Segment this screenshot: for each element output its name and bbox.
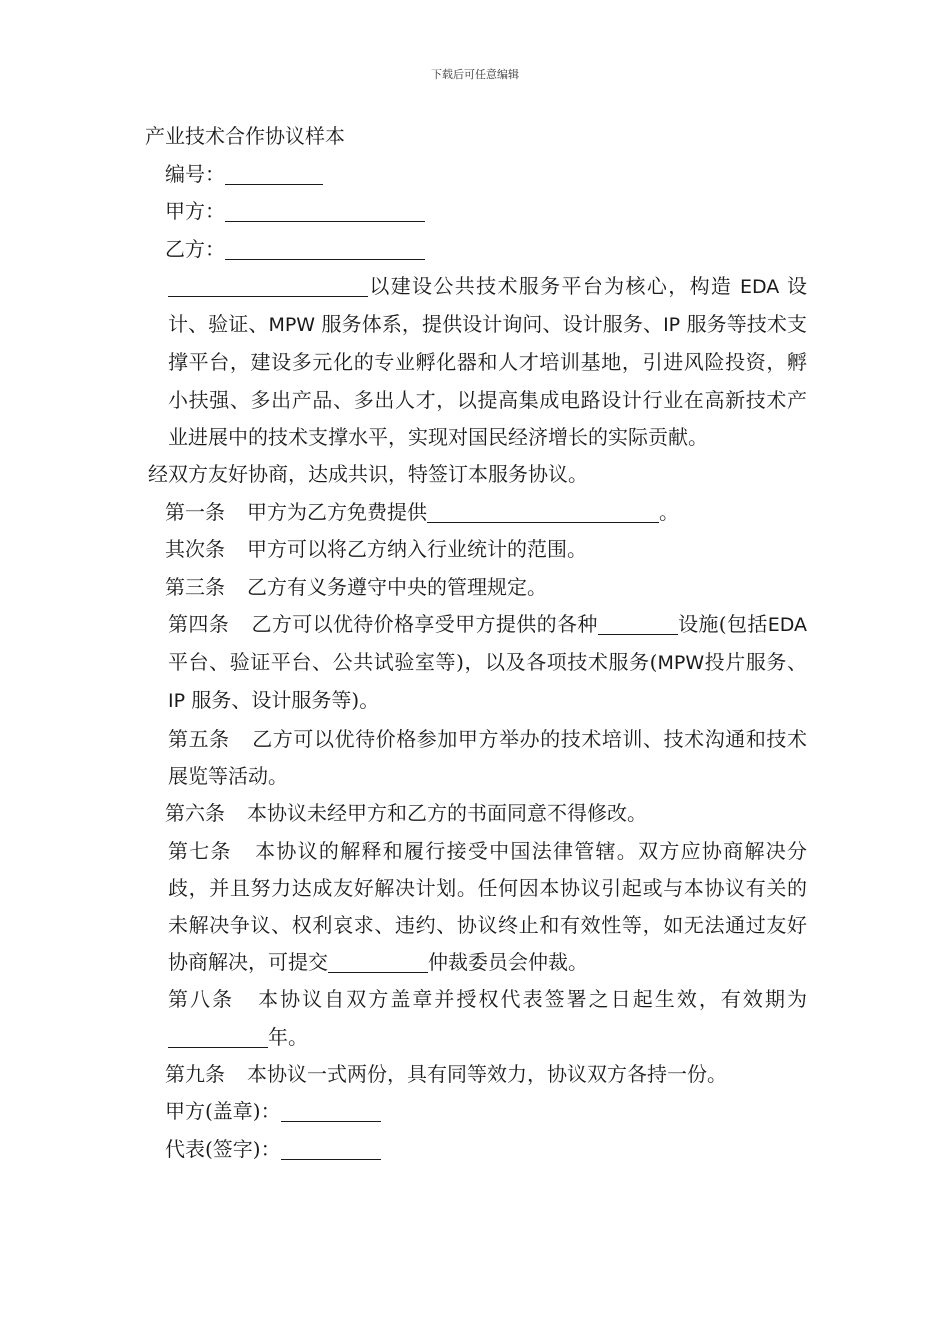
article-7 bbox=[145, 833, 807, 982]
article-8 bbox=[145, 981, 807, 1055]
article-5 bbox=[145, 721, 807, 795]
party-b-label: 乙方： bbox=[165, 236, 225, 261]
intro-ip: IP bbox=[663, 314, 681, 337]
intro-text-2: 设计、验证、 bbox=[168, 274, 808, 337]
intro-blank bbox=[168, 274, 368, 297]
seal-blank bbox=[281, 1099, 381, 1122]
party-b-blank bbox=[225, 237, 425, 260]
seal-field bbox=[145, 1093, 807, 1131]
article-5-text: 乙方可以优待价格参加甲方举办的技术培训、技术沟通和技术展览等活动。 bbox=[168, 726, 808, 788]
article-9-text: 本协议一式两份，具有同等效力，协议双方各持一份。 bbox=[247, 1061, 727, 1086]
intro-text-1: 以建设公共技术服务平台为核心，构造 bbox=[368, 274, 733, 298]
article-8-blank bbox=[168, 1025, 268, 1048]
document-body bbox=[145, 118, 807, 1168]
representative-field bbox=[145, 1131, 807, 1169]
agree-line: 经双方友好协商，达成共识，特签订本服务协议。 bbox=[148, 462, 588, 487]
party-b-field bbox=[145, 231, 807, 269]
article-1 bbox=[145, 494, 807, 532]
intro-text-3: 服务体系，提供设计询问、设计服务、 bbox=[321, 312, 664, 337]
article-4-mpw: MPW bbox=[657, 652, 705, 675]
article-6 bbox=[145, 795, 807, 833]
article-4-label: 第四条 bbox=[168, 612, 230, 637]
article-1-text: 甲方为乙方免费提供 bbox=[247, 499, 427, 524]
article-4-blank bbox=[598, 612, 678, 635]
intro-paragraph bbox=[145, 268, 807, 456]
article-9-label: 第九条 bbox=[165, 1061, 225, 1086]
party-a-blank bbox=[225, 199, 425, 222]
article-2-label: 其次条 bbox=[165, 537, 225, 562]
article-3-label: 第三条 bbox=[165, 574, 225, 599]
article-7-text-2: 仲裁委员会仲裁。 bbox=[428, 950, 588, 975]
article-7-text-1: 本协议的解释和履行接受中国法律管辖。双方应协商解决分歧，并且努力达成友好解决计划。任何因本协议引起或与本协议有关的未解决争议、权利哀求、违约、协议终止和有效性等，如无法通过友好协商解决，可提交 bbox=[168, 838, 808, 975]
article-2-text: 甲方可以将乙方纳入行业统计的范围。 bbox=[247, 537, 587, 562]
article-4-text-5: 服务、设计服务等)。 bbox=[191, 688, 380, 713]
article-2 bbox=[145, 531, 807, 569]
article-1-end: 。 bbox=[659, 499, 679, 524]
article-4-text-3: 平台、验证平台、公共试验室等)，以及各项技术服务( bbox=[168, 650, 658, 675]
representative-label: 代表(签字)： bbox=[165, 1136, 281, 1161]
article-1-blank bbox=[427, 500, 659, 523]
number-blank bbox=[225, 162, 323, 185]
document-title: 产业技术合作协议样本 bbox=[145, 124, 345, 148]
article-9 bbox=[145, 1056, 807, 1094]
article-3-text: 乙方有义务遵守中央的管理规定。 bbox=[247, 574, 547, 599]
article-8-label: 第八条 bbox=[168, 987, 235, 1012]
article-7-label: 第七条 bbox=[168, 838, 232, 863]
intro-eda: EDA bbox=[740, 276, 780, 298]
number-label: 编号： bbox=[165, 161, 225, 186]
article-4-eda: EDA bbox=[767, 614, 808, 637]
page-header: 下载后可任意编辑 bbox=[431, 68, 519, 81]
number-field bbox=[145, 156, 807, 194]
intro-mpw: MPW bbox=[268, 314, 316, 337]
party-a-label: 甲方： bbox=[165, 199, 225, 223]
representative-blank bbox=[281, 1137, 381, 1160]
article-1-label: 第一条 bbox=[165, 499, 225, 524]
article-4-text-4: 投片服务、 bbox=[704, 650, 807, 675]
article-4-ip: IP bbox=[168, 690, 186, 713]
article-4 bbox=[145, 606, 807, 721]
article-6-text: 本协议未经甲方和乙方的书面同意不得修改。 bbox=[247, 801, 647, 826]
article-7-blank bbox=[328, 950, 428, 973]
article-8-text-1: 本协议自双方盖章并授权代表签署之日起生效，有效期为 bbox=[256, 987, 808, 1012]
article-5-label: 第五条 bbox=[168, 726, 230, 751]
intro-text-4: 服务等技术支撑平台，建设多元化的专业孵化器和人才培训基地，引进风险投资，孵小扶强、多出产品、多出人才，以提高集成电路设计行业在高新技术产业进展中的技术支撑水平，实现对国民经济增长的实际贡献。 bbox=[168, 312, 808, 449]
party-a-field bbox=[145, 193, 807, 231]
article-6-label: 第六条 bbox=[165, 801, 225, 826]
seal-label: 甲方(盖章)： bbox=[165, 1099, 281, 1124]
article-3 bbox=[145, 569, 807, 607]
article-8-text-2: 年。 bbox=[268, 1024, 308, 1049]
article-4-text-2: 设施(包括 bbox=[677, 612, 768, 637]
article-4-text-1: 乙方可以优待价格享受甲方提供的各种 bbox=[251, 612, 598, 637]
